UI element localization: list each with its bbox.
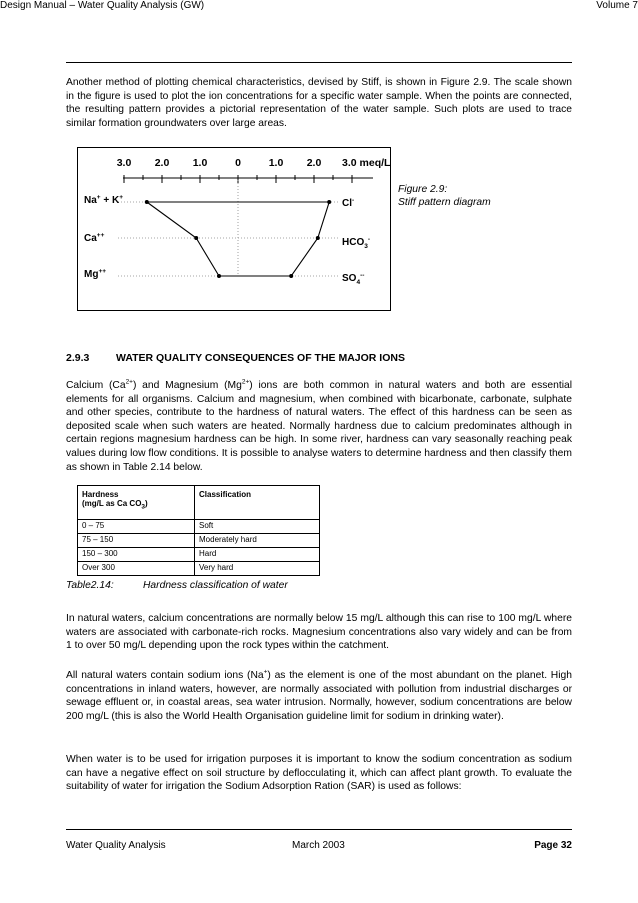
scale-label: 2.0 (306, 157, 322, 169)
scale-label: 1.0 (192, 157, 208, 169)
table-row: 150 – 300 Hard (78, 548, 320, 562)
figure-caption (398, 183, 491, 209)
header-rule (66, 62, 572, 63)
figure-caption-label: Figure 2.9: (398, 184, 448, 195)
intro-paragraph: Another method of plotting chemical characteristics, devised by Stiff, is shown in Figure 2.9. The scale shown in the figure is used to plot the ion concentrations for a specific water sample. When the points are connected, the resulting pattern provides a pictorial representation of the water sample. Such plots are used to trace similar formation groundwaters over large areas. (66, 77, 572, 129)
label-mg: Mg++ (84, 268, 107, 280)
table-header-row (78, 486, 320, 520)
table-row: Over 300 Very hard (78, 562, 320, 576)
label-so4: $SO_4^{--}$ (342, 272, 365, 286)
table-row: 0 – 75 Soft (78, 520, 320, 534)
label-na-k: Na+ + K+ (84, 194, 124, 206)
stiff-diagram (78, 148, 390, 310)
scale-label: 1.0 (268, 157, 284, 169)
label-hco3: $HCO_3^-$ (342, 236, 371, 250)
sodium-paragraph: All natural waters contain sodium ions (Na+) as the element is one of the most abundant on the planet. High concentrations in inland waters, however, are normally associated with pollution from industrial discharges or sewage effluent or, in coastal areas, sea water intrusion. Normally, however, sodium concentrations are below 200 mg/L (this is also the World Health Organisation guideline limit for sodium in drinking water). (66, 668, 572, 722)
table-caption (66, 580, 288, 591)
data-point (289, 274, 293, 278)
data-point (145, 200, 149, 204)
data-point (194, 236, 198, 240)
footer-page-number: Page 32 (534, 840, 572, 851)
table-caption-label: Table2.14: (66, 580, 114, 591)
figure-caption-text: Stiff pattern diagram (398, 197, 491, 208)
scale-label: 0 (235, 157, 241, 169)
section-title: WATER QUALITY CONSEQUENCES OF THE MAJOR IONS (116, 352, 405, 364)
page-header (0, 0, 638, 14)
table-caption-text: Hardness classification of water (143, 580, 288, 591)
scale-label: 3.0 meq/L (342, 157, 390, 169)
calcium-paragraph: Calcium $(Ca^{2+})$ and Magnesium $(Mg^{2+})$ ions are both common in natural waters and both are essential elements for all organisms. Calcium and magnesium, when combined with bicarbonate, carbonate, sulphate and other species, contribute to the hardness of natural waters. The effect of this hardness can be seen as deposited scale when such waters are heated. Normally hardness due to calcium predominates although in certain regions magnesium hardness can be high. In some river, hardness can vary seasonally reaching peak values during low flow conditions. It is possible to analyse waters to determine hardness and then classify them as shown in Table 2.14 below. (66, 378, 572, 473)
header-title: Design Manual – Water Quality Analysis (GW) (0, 0, 205, 11)
table-row: 75 – 150 Moderately hard (78, 534, 320, 548)
footer-date: March 2003 (292, 840, 345, 851)
irrigation-paragraph: When water is to be used for irrigation purposes it is important to know the sodium concentration as sodium can have a negative effect on soil structure by deflocculating it, which can affect plant growth. To evaluate the suitability of water for irrigation the Sodium Adsorption Ration (SAR) is used as follows: (66, 754, 572, 793)
header-volume: Volume 7 (596, 0, 638, 11)
section-number: 2.9.3 (66, 352, 90, 364)
data-point (327, 200, 331, 204)
label-cl: Cl- (342, 197, 355, 209)
data-point (217, 274, 221, 278)
data-point (316, 236, 320, 240)
page-footer (66, 840, 572, 854)
footer-title: Water Quality Analysis (66, 840, 166, 851)
header-hardness: Hardness (mg/L as Ca $CO_3$) (78, 486, 195, 520)
header-classification: Classification (195, 486, 320, 520)
concentrations-paragraph: In natural waters, calcium concentrations are normally below 15 mg/L although this can rise to 100 mg/L where waters are associated with carbonate-rich rocks. Magnesium concentrations also vary widely and can be from 1 to over 50 mg/L depending upon the rock types within the catchment. (66, 613, 572, 652)
scale-label: 3.0 (116, 157, 132, 169)
hardness-table (77, 485, 320, 576)
label-ca: Ca++ (84, 232, 105, 244)
stiff-diagram-frame (77, 147, 391, 311)
footer-rule (66, 829, 572, 830)
scale-label: 2.0 (154, 157, 170, 169)
